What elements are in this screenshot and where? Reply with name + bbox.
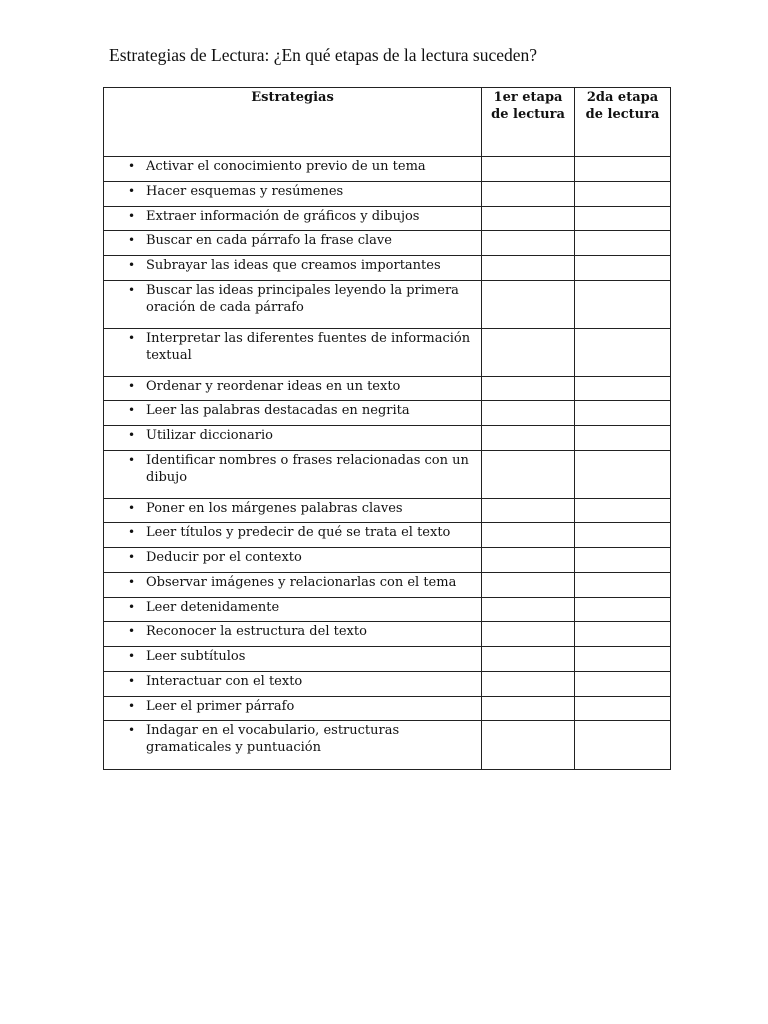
strategy-cell	[104, 157, 482, 182]
second-stage-cell[interactable]	[575, 329, 671, 377]
strategy-cell	[104, 573, 482, 598]
strategy-text: Interactuar con el texto	[146, 674, 303, 689]
second-stage-cell[interactable]	[575, 231, 671, 256]
strategy-cell	[104, 231, 482, 256]
first-stage-cell[interactable]	[482, 523, 575, 548]
strategy-item	[104, 698, 477, 715]
strategy-item	[104, 648, 477, 665]
second-stage-cell[interactable]	[575, 281, 671, 329]
strategy-cell	[104, 256, 482, 281]
first-stage-cell[interactable]	[482, 647, 575, 672]
second-stage-cell[interactable]	[575, 647, 671, 672]
second-stage-cell[interactable]	[575, 622, 671, 647]
header-first-stage: 1er etapa de lectura	[482, 88, 575, 157]
strategy-item	[104, 282, 477, 316]
strategy-cell	[104, 721, 482, 770]
strategy-text: Reconocer la estructura del texto	[146, 624, 367, 639]
second-stage-cell[interactable]	[575, 721, 671, 770]
bullet-icon: •	[128, 674, 136, 688]
strategy-text: Utilizar diccionario	[146, 428, 273, 443]
second-stage-cell[interactable]	[575, 598, 671, 622]
strategy-text: Leer el primer párrafo	[146, 699, 295, 714]
strategy-text: Poner en los márgenes palabras claves	[146, 501, 403, 516]
bullet-icon: •	[128, 624, 136, 638]
strategy-cell	[104, 523, 482, 548]
table-row	[104, 622, 671, 647]
bullet-icon: •	[128, 403, 136, 417]
second-stage-cell[interactable]	[575, 523, 671, 548]
first-stage-cell[interactable]	[482, 499, 575, 523]
table-row	[104, 647, 671, 672]
strategy-item	[104, 427, 477, 444]
bullet-icon: •	[128, 501, 136, 515]
strategy-item	[104, 549, 477, 566]
strategy-cell	[104, 401, 482, 426]
table-row	[104, 672, 671, 697]
second-stage-cell[interactable]	[575, 256, 671, 281]
strategy-cell	[104, 281, 482, 329]
strategy-text: Buscar en cada párrafo la frase clave	[146, 233, 392, 248]
strategy-text: Interpretar las diferentes fuentes de información textual	[146, 331, 471, 363]
table-row	[104, 256, 671, 281]
first-stage-cell[interactable]	[482, 697, 575, 721]
bullet-icon: •	[128, 209, 136, 223]
bullet-icon: •	[128, 575, 136, 589]
strategy-item	[104, 722, 477, 756]
first-stage-cell[interactable]	[482, 231, 575, 256]
table-row	[104, 721, 671, 770]
bullet-icon: •	[128, 600, 136, 614]
first-stage-cell[interactable]	[482, 329, 575, 377]
strategy-item	[104, 183, 477, 200]
strategy-text: Activar el conocimiento previo de un tema	[146, 159, 426, 174]
bullet-icon: •	[128, 453, 136, 467]
table-row	[104, 207, 671, 231]
table-row	[104, 401, 671, 426]
strategy-text: Leer detenidamente	[146, 600, 280, 615]
strategy-text: Identificar nombres o frases relacionadas con un dibujo	[146, 453, 469, 485]
first-stage-cell[interactable]	[482, 281, 575, 329]
first-stage-cell[interactable]	[482, 622, 575, 647]
strategy-text: Leer subtítulos	[146, 649, 246, 664]
second-stage-cell[interactable]	[575, 182, 671, 207]
bullet-icon: •	[128, 723, 136, 737]
strategy-cell	[104, 207, 482, 231]
strategy-cell	[104, 697, 482, 721]
second-stage-cell[interactable]	[575, 401, 671, 426]
table-row	[104, 329, 671, 377]
table-row	[104, 548, 671, 573]
bullet-icon: •	[128, 428, 136, 442]
table-row	[104, 281, 671, 329]
table-row	[104, 499, 671, 523]
strategy-item	[104, 574, 477, 591]
strategy-item	[104, 208, 477, 225]
bullet-icon: •	[128, 283, 136, 297]
bullet-icon: •	[128, 258, 136, 272]
header-strategies: Estrategias	[104, 88, 482, 157]
page-title: Estrategias de Lectura: ¿En qué etapas de la lectura suceden?	[109, 45, 538, 65]
table-row	[104, 231, 671, 256]
strategy-cell	[104, 548, 482, 573]
second-stage-cell[interactable]	[575, 207, 671, 231]
bullet-icon: •	[128, 699, 136, 713]
bullet-icon: •	[128, 331, 136, 345]
table-row	[104, 573, 671, 598]
first-stage-cell[interactable]	[482, 721, 575, 770]
table-header-row	[104, 88, 671, 157]
second-stage-cell[interactable]	[575, 499, 671, 523]
strategy-item	[104, 673, 477, 690]
table-row	[104, 377, 671, 401]
strategy-cell	[104, 329, 482, 377]
table-row	[104, 451, 671, 499]
strategy-cell	[104, 647, 482, 672]
strategy-cell	[104, 499, 482, 523]
second-stage-cell[interactable]	[575, 157, 671, 182]
strategy-cell	[104, 426, 482, 451]
first-stage-cell[interactable]	[482, 672, 575, 697]
strategy-text: Observar imágenes y relacionarlas con el tema	[146, 575, 457, 590]
strategy-cell	[104, 377, 482, 401]
first-stage-cell[interactable]	[482, 573, 575, 598]
strategy-item	[104, 524, 477, 541]
second-stage-cell[interactable]	[575, 573, 671, 598]
second-stage-cell[interactable]	[575, 451, 671, 499]
table-row	[104, 697, 671, 721]
strategy-cell	[104, 598, 482, 622]
strategy-text: Hacer esquemas y resúmenes	[146, 184, 344, 199]
strategy-item	[104, 158, 477, 175]
strategy-item	[104, 452, 477, 486]
strategy-text: Indagar en el vocabulario, estructuras gramaticales y puntuación	[146, 723, 400, 755]
strategy-cell	[104, 672, 482, 697]
strategy-cell	[104, 622, 482, 647]
first-stage-cell[interactable]	[482, 451, 575, 499]
strategy-cell	[104, 182, 482, 207]
second-stage-cell[interactable]	[575, 426, 671, 451]
first-stage-cell[interactable]	[482, 157, 575, 182]
strategy-item	[104, 500, 477, 517]
table-row	[104, 426, 671, 451]
strategy-cell	[104, 451, 482, 499]
strategy-item	[104, 232, 477, 249]
second-stage-cell[interactable]	[575, 697, 671, 721]
second-stage-cell[interactable]	[575, 672, 671, 697]
first-stage-cell[interactable]	[482, 598, 575, 622]
table-row	[104, 182, 671, 207]
strategy-text: Buscar las ideas principales leyendo la primera oración de cada párrafo	[146, 283, 459, 315]
strategy-text: Ordenar y reordenar ideas en un texto	[146, 379, 401, 394]
strategy-item	[104, 257, 477, 274]
bullet-icon: •	[128, 233, 136, 247]
bullet-icon: •	[128, 379, 136, 393]
bullet-icon: •	[128, 184, 136, 198]
first-stage-cell[interactable]	[482, 377, 575, 401]
table-row	[104, 523, 671, 548]
first-stage-cell[interactable]	[482, 256, 575, 281]
strategy-item	[104, 599, 477, 616]
bullet-icon: •	[128, 550, 136, 564]
strategy-text: Leer títulos y predecir de qué se trata el texto	[146, 525, 451, 540]
table-body	[104, 157, 671, 770]
first-stage-cell[interactable]	[482, 548, 575, 573]
first-stage-cell[interactable]	[482, 401, 575, 426]
strategy-item	[104, 330, 477, 364]
header-second-stage: 2da etapa de lectura	[575, 88, 671, 157]
strategy-item	[104, 402, 477, 419]
second-stage-cell[interactable]	[575, 548, 671, 573]
bullet-icon: •	[128, 159, 136, 173]
first-stage-cell[interactable]	[482, 182, 575, 207]
table-row	[104, 157, 671, 182]
strategy-item	[104, 378, 477, 395]
bullet-icon: •	[128, 525, 136, 539]
table-row	[104, 598, 671, 622]
second-stage-cell[interactable]	[575, 377, 671, 401]
strategy-text: Subrayar las ideas que creamos importantes	[146, 258, 441, 273]
strategies-table	[103, 87, 671, 770]
strategy-text: Leer las palabras destacadas en negrita	[146, 403, 410, 418]
first-stage-cell[interactable]	[482, 207, 575, 231]
strategy-item	[104, 623, 477, 640]
strategy-text: Extraer información de gráficos y dibujos	[146, 209, 420, 224]
first-stage-cell[interactable]	[482, 426, 575, 451]
bullet-icon: •	[128, 649, 136, 663]
strategy-text: Deducir por el contexto	[146, 550, 302, 565]
